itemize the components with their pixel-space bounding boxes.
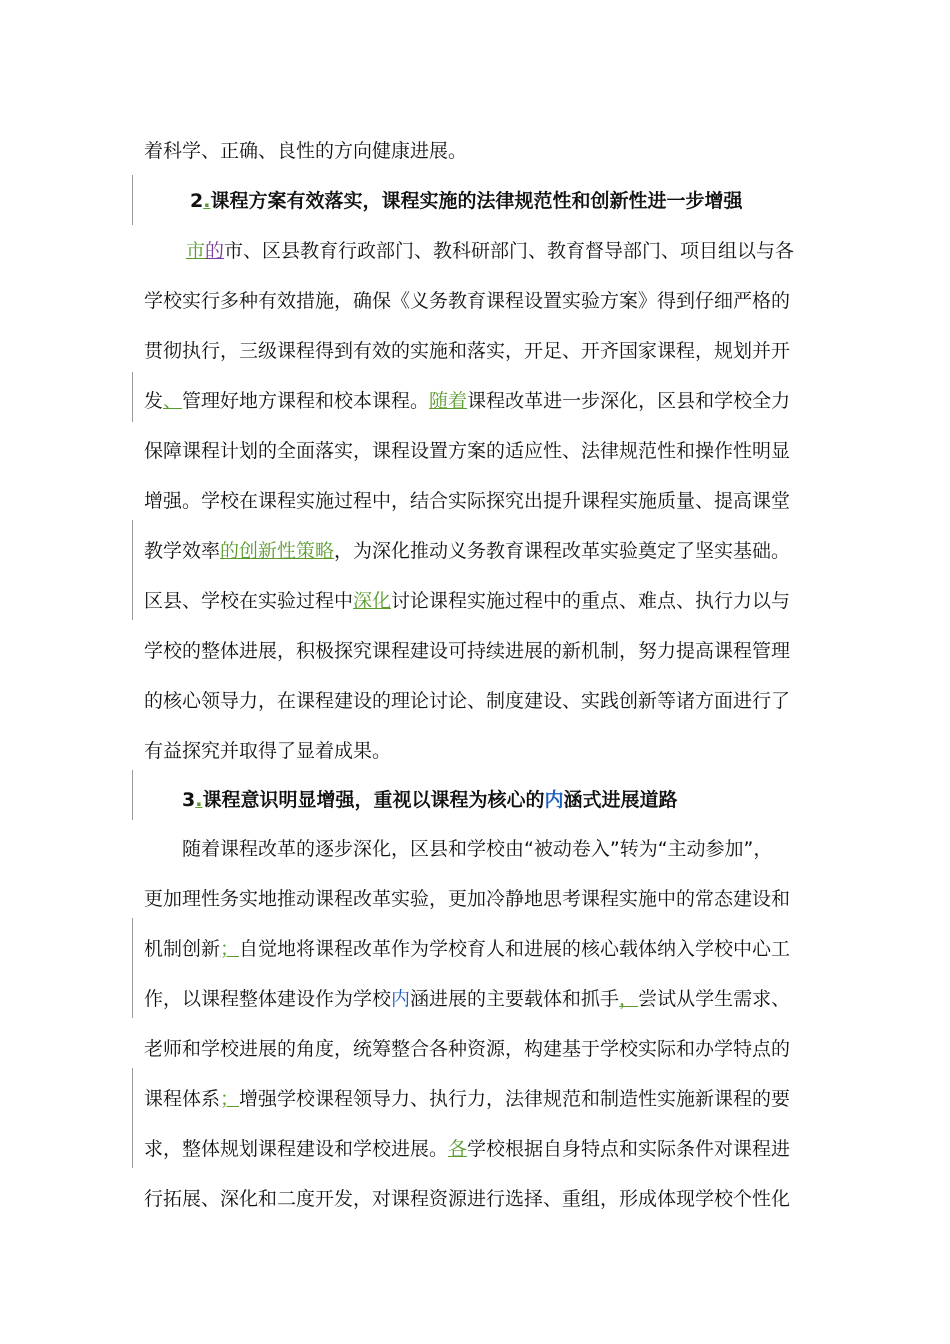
revision-mark: 内 <box>391 988 411 1010</box>
section-heading-3: 3.课程意识明显增强，重视以课程为核心的内涵式进展道路 <box>182 789 678 811</box>
revision-mark: . <box>203 190 211 212</box>
change-bar <box>132 918 133 1018</box>
paragraph-line: 市的市、区县教育行政部门、教科研部门、教育督导部门、项目组以与各 <box>186 240 795 262</box>
change-bar <box>132 520 133 620</box>
revision-mark: 各 <box>448 1138 468 1160</box>
change-bar <box>132 372 133 422</box>
change-bar <box>132 1068 133 1168</box>
paragraph-line: 学校的整体进展，积极探究课程建设可持续进展的新机制，努力提高课程管理 <box>144 640 791 662</box>
paragraph-line: 增强。学校在课程实施过程中，结合实际探究出提升课程实施质量、提高课堂 <box>144 490 791 512</box>
revision-mark: 的 <box>205 240 225 262</box>
paragraph-line: 课程体系；增强学校课程领导力、执行力，法律规范和制造性实施新课程的要 <box>144 1088 791 1110</box>
revision-mark: ， <box>619 988 639 1010</box>
revision-mark: 市 <box>186 240 206 262</box>
paragraph-line: 老师和学校进展的角度，统筹整合各种资源，构建基于学校实际和办学特点的 <box>144 1038 791 1060</box>
paragraph-line: 作，以课程整体建设作为学校内涵进展的主要载体和抓手，尝试从学生需求、 <box>144 988 791 1010</box>
paragraph-line: 随着课程改革的逐步深化，区县和学校由“被动卷入”转为“主动参加”， <box>182 838 773 860</box>
revision-mark: ； <box>220 938 240 960</box>
paragraph-line: 教学效率的创新性策略，为深化推动义务教育课程改革实验奠定了坚实基础。 <box>144 540 791 562</box>
paragraph-line: 着科学、正确、良性的方向健康进展。 <box>144 140 468 162</box>
revision-mark: . <box>195 789 203 811</box>
change-bar <box>132 175 133 225</box>
revision-mark: 随着 <box>429 390 468 412</box>
revision-mark: 、 <box>163 390 183 412</box>
paragraph-line: 有益探究并取得了显着成果。 <box>144 740 392 762</box>
paragraph-line: 更加理性务实地推动课程改革实验，更加冷静地思考课程实施中的常态建设和 <box>144 888 791 910</box>
section-heading-2: 2.课程方案有效落实，课程实施的法律规范性和创新性进一步增强 <box>190 190 743 212</box>
paragraph-line: 的核心领导力，在课程建设的理论讨论、制度建设、实践创新等诸方面进行了 <box>144 690 791 712</box>
paragraph-line: 贯彻执行，三级课程得到有效的实施和落实，开足、开齐国家课程，规划并开 <box>144 340 791 362</box>
paragraph-line: 发、管理好地方课程和校本课程。随着课程改革进一步深化，区县和学校全力 <box>144 390 791 412</box>
paragraph-line: 保障课程计划的全面落实，课程设置方案的适应性、法律规范性和操作性明显 <box>144 440 791 462</box>
paragraph-line: 区县、学校在实验过程中深化讨论课程实施过程中的重点、难点、执行力以与 <box>144 590 791 612</box>
paragraph-line: 学校实行多种有效措施，确保《义务教育课程设置实验方案》得到仔细严格的 <box>144 290 791 312</box>
change-bar <box>132 770 133 820</box>
revision-mark: 内 <box>544 789 564 811</box>
paragraph-line: 机制创新；自觉地将课程改革作为学校育人和进展的核心载体纳入学校中心工 <box>144 938 791 960</box>
paragraph-line: 求，整体规划课程建设和学校进展。各学校根据自身特点和实际条件对课程进 <box>144 1138 791 1160</box>
revision-mark: 深化 <box>353 590 392 612</box>
revision-mark: 的创新性策略 <box>220 540 335 562</box>
paragraph-line: 行拓展、深化和二度开发，对课程资源进行选择、重组，形成体现学校个性化 <box>144 1188 791 1210</box>
revision-mark: ； <box>220 1088 240 1110</box>
